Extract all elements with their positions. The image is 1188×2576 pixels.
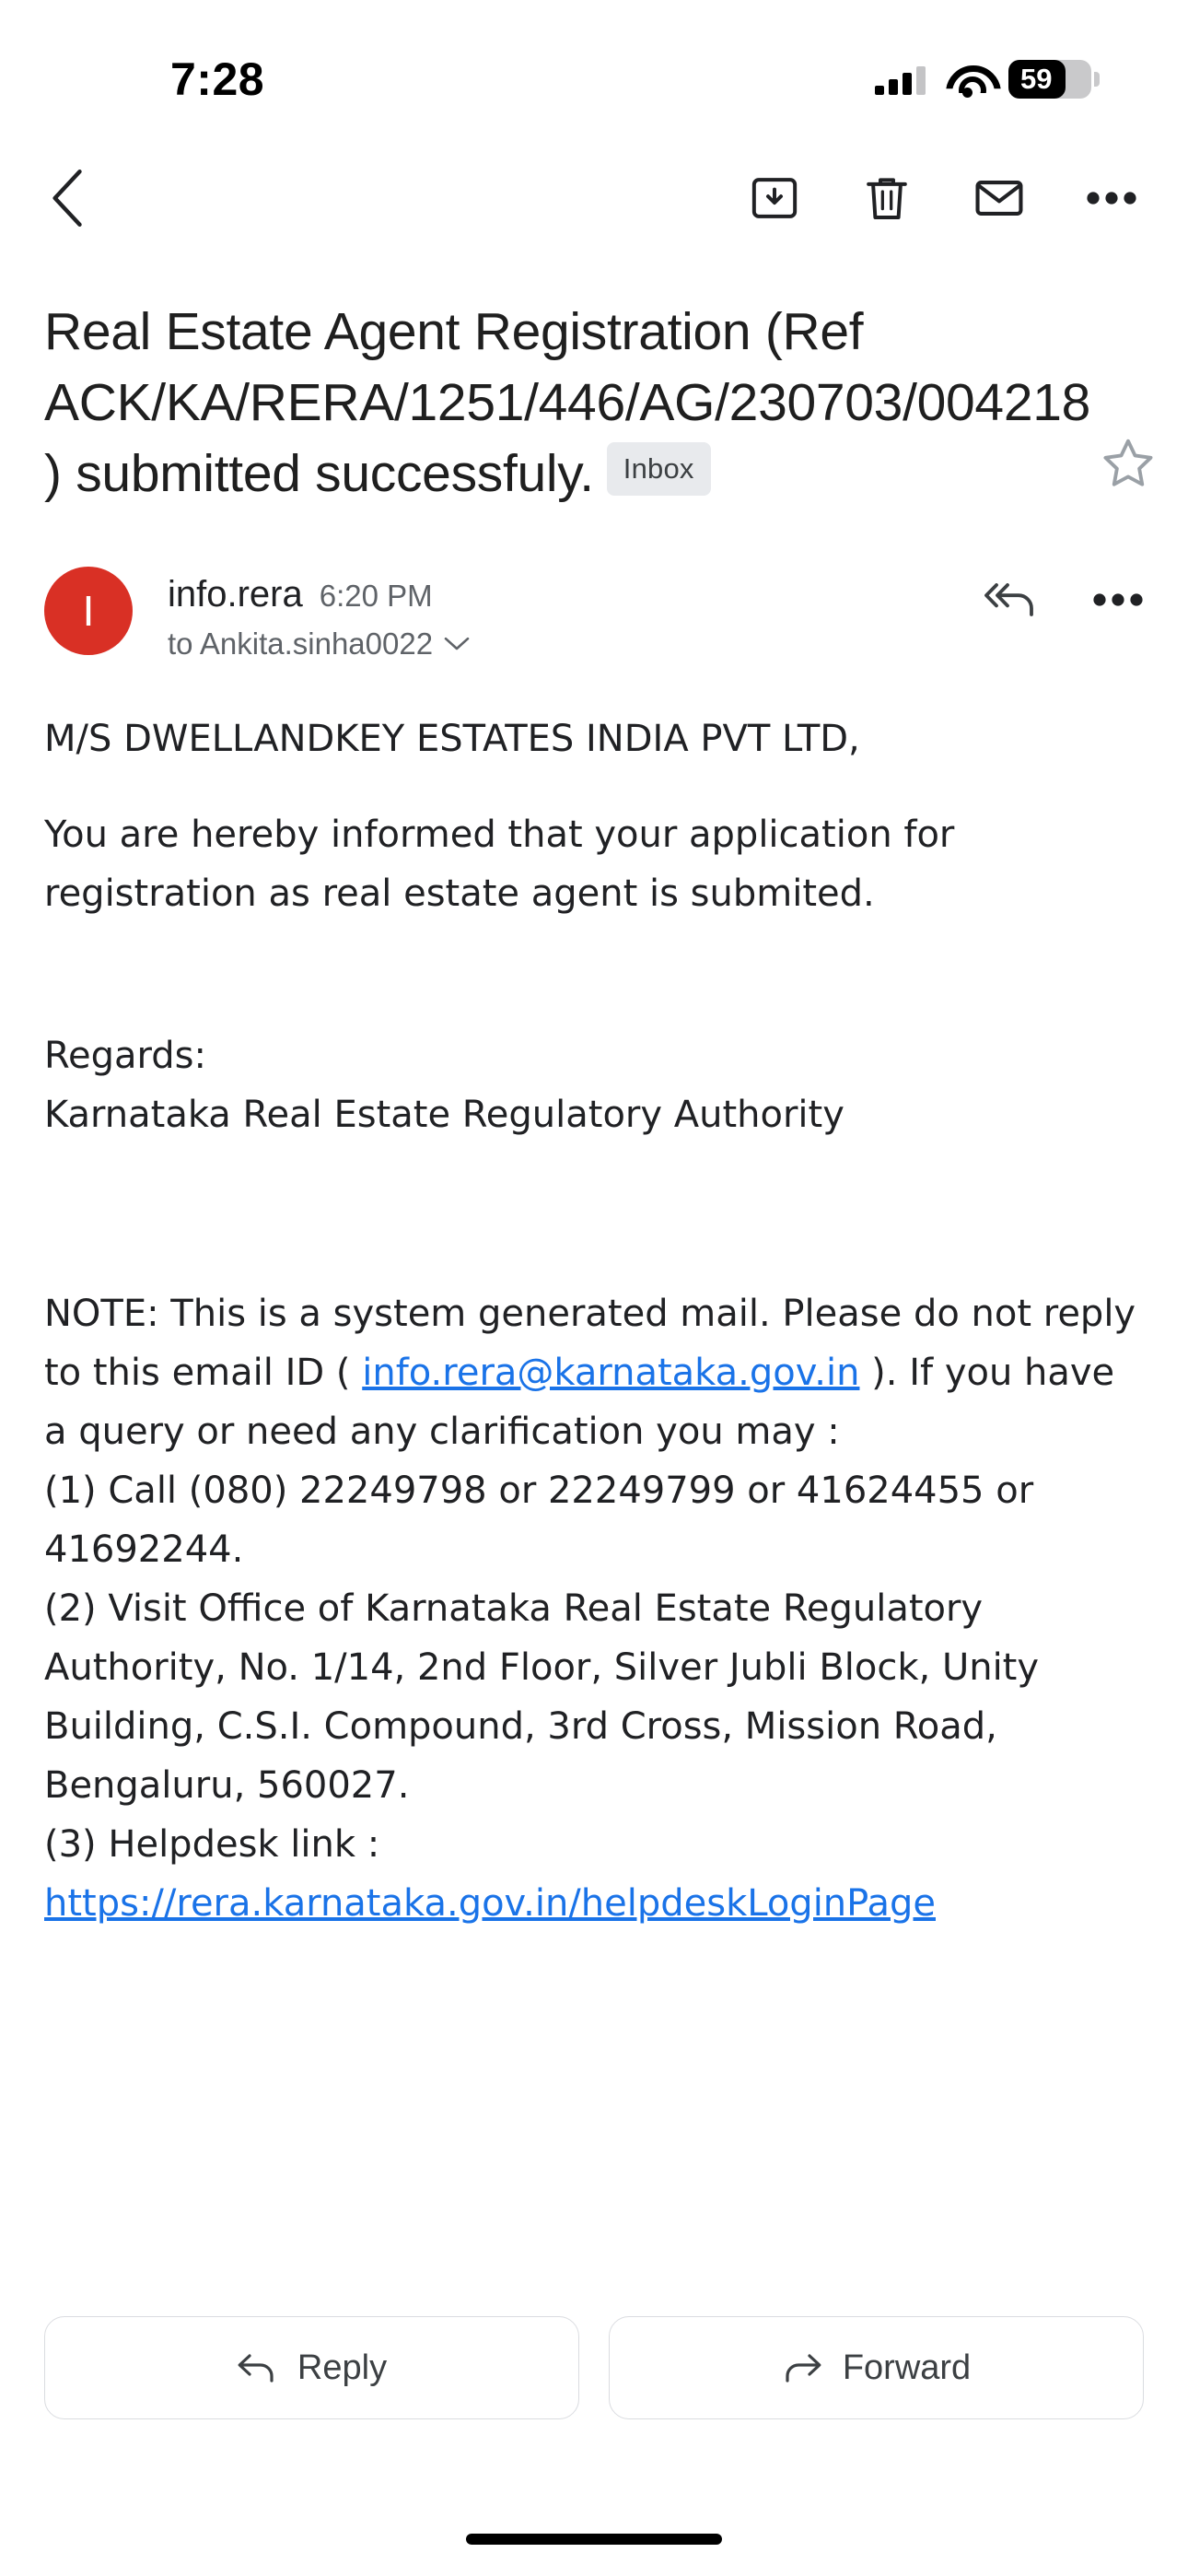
body-note bbox=[44, 1284, 1147, 1461]
reply-button[interactable] bbox=[44, 2316, 579, 2419]
trash-icon bbox=[861, 172, 913, 224]
chevron-down-icon[interactable] bbox=[444, 636, 470, 652]
body-regards-authority: Karnataka Real Estate Regulatory Authority bbox=[44, 1093, 844, 1136]
reply-arrow-icon bbox=[237, 2352, 277, 2383]
envelope-icon bbox=[973, 171, 1026, 225]
label-chip: Inbox bbox=[607, 442, 711, 496]
archive-icon bbox=[749, 172, 800, 224]
back-chevron-icon bbox=[48, 168, 90, 228]
reply-all-icon bbox=[982, 580, 1037, 620]
battery-percent: 59 bbox=[1020, 63, 1053, 95]
sender-name[interactable]: info.rera bbox=[168, 573, 303, 615]
subject-text: Real Estate Agent Registration (Ref ACK/KA/RERA/1251/446/AG/230703/004218 ) submitted successfuly. bbox=[44, 302, 1091, 503]
star-outline-icon bbox=[1100, 435, 1157, 492]
forward-label: Forward bbox=[842, 2348, 972, 2387]
status-time: 7:28 bbox=[170, 53, 265, 105]
cellular-signal-icon bbox=[875, 64, 926, 95]
back-button[interactable] bbox=[37, 166, 101, 230]
battery-icon bbox=[1008, 60, 1091, 99]
reply-all-button[interactable] bbox=[982, 580, 1037, 625]
status-bar bbox=[0, 0, 1188, 138]
email-toolbar bbox=[0, 138, 1188, 258]
reply-forward-bar bbox=[0, 2316, 1188, 2419]
body-regards-label: Regards: bbox=[44, 1034, 206, 1077]
forward-arrow-icon bbox=[782, 2352, 822, 2383]
home-indicator[interactable] bbox=[466, 2534, 722, 2545]
more-options-icon bbox=[1092, 591, 1144, 609]
note-text-part2: ). If you have a query or need any clarification you may : bbox=[44, 1351, 1115, 1453]
avatar: I bbox=[44, 567, 133, 655]
wifi-icon bbox=[946, 64, 988, 95]
page-title bbox=[44, 297, 1100, 509]
more-options-icon bbox=[1086, 189, 1137, 207]
recipient-label: to Ankita.sinha0022 bbox=[168, 626, 434, 661]
note-text-part1: NOTE: This is a system generated mail. Please do not reply to this email ID ( bbox=[44, 1292, 1136, 1394]
more-options-button[interactable] bbox=[1083, 170, 1140, 227]
message-more-options-button[interactable] bbox=[1092, 591, 1144, 614]
body-greeting: M/S DWELLANDKEY ESTATES INDIA PVT LTD, bbox=[44, 717, 860, 760]
support-email-link[interactable]: info.rera@karnataka.gov.in bbox=[362, 1351, 860, 1394]
helpdesk-link[interactable]: https://rera.karnataka.gov.in/helpdeskLoginPage bbox=[44, 1881, 936, 1925]
reply-label: Reply bbox=[297, 2348, 388, 2387]
helpdesk-label: (3) Helpdesk link : bbox=[44, 1822, 380, 1866]
forward-button[interactable] bbox=[609, 2316, 1144, 2419]
archive-button[interactable] bbox=[746, 170, 803, 227]
status-indicators bbox=[875, 60, 1091, 99]
sender-time: 6:20 PM bbox=[319, 578, 433, 613]
body-point-1: (1) Call (080) 22249798 or 22249799 or 41624455 or 41692244. bbox=[44, 1469, 1034, 1571]
subject-area bbox=[0, 258, 1188, 509]
body-point-2: (2) Visit Office of Karnataka Real Estate Regulatory Authority, No. 1/14, 2nd Floor, Silver Jubli Block, Unity Building, C.S.I. Compound, 3rd Cross, Mission Road, Bengaluru, 560027. bbox=[44, 1587, 1040, 1807]
mark-unread-button[interactable] bbox=[971, 170, 1028, 227]
email-body bbox=[0, 662, 1188, 1933]
star-button[interactable] bbox=[1100, 297, 1157, 509]
delete-button[interactable] bbox=[858, 170, 915, 227]
sender-row bbox=[0, 509, 1188, 662]
body-point-3 bbox=[44, 1815, 1147, 1933]
body-paragraph-1: You are hereby informed that your application for registration as real estate agent is submited. bbox=[44, 813, 955, 915]
